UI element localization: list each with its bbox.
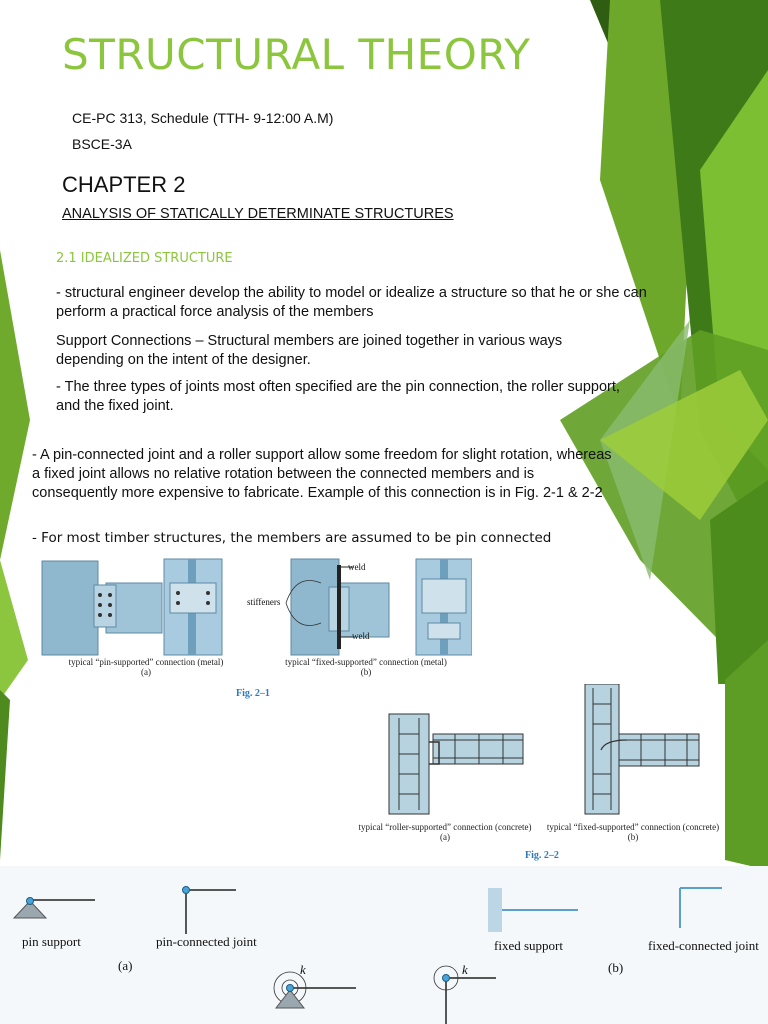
fig21-caption-a: typical “pin-supported” connection (metal)	[68, 657, 224, 667]
fig21-caption-a-letter: (a)	[141, 667, 151, 677]
course-info: CE-PC 313, Schedule (TTH- 9-12:00 A.M)	[72, 110, 334, 126]
chapter-subtitle: ANALYSIS OF STATICALLY DETERMINATE STRUCTURES	[62, 206, 454, 222]
fig22-caption-b: typical “fixed-supported” connection (concrete)	[546, 822, 720, 832]
class-section: BSCE-3A	[72, 136, 132, 152]
figure-letter-b: (b)	[608, 960, 624, 975]
paragraph-joint-types: - The three types of joints most often specified are the pin connection, the roller support, and the fixed joint.	[56, 379, 620, 414]
fixed-support-label: fixed support	[494, 938, 563, 953]
paragraph-idealize: - structural engineer develop the ability to model or idealize a structure so that he or she can perform a practical force analysis of the members	[56, 285, 647, 320]
pin-joint-label: pin-connected joint	[156, 934, 257, 949]
pin-support-label: pin support	[22, 934, 81, 949]
paragraph-support-connections: Support Connections – Structural members are joined together in various ways depending on the intent of the designer.	[56, 333, 563, 368]
figure-2-2-drawing	[355, 684, 725, 819]
paragraph-rotation: - A pin-connected joint and a roller support allow some freedom for slight rotation, whereas a fixed joint allows no relative rotation between the connected members and is consequently more expensive to fabricate. Example of this connection is in Fig. 2-1 & 2-2	[32, 447, 612, 501]
chapter-heading: CHAPTER 2	[62, 172, 186, 197]
section-heading: 2.1 IDEALIZED STRUCTURE	[56, 251, 233, 266]
weld-label-top: weld	[348, 562, 366, 572]
fig22-caption-b-letter: (b)	[627, 832, 639, 842]
fig22-label: Fig. 2–2	[525, 850, 559, 861]
fig21-caption-b: typical “fixed-supported” connection (metal)	[285, 657, 447, 667]
figure-2-1-drawing	[36, 553, 472, 663]
figure-letter-a: (a)	[118, 958, 133, 973]
paragraph-timber: - For most timber structures, the members are assumed to be pin connected	[32, 530, 552, 546]
fig21-caption-b-letter: (b)	[360, 667, 372, 677]
fig22-caption-a-letter: (a)	[440, 832, 450, 842]
figure-2-2	[355, 684, 725, 864]
spring-constant-k1: k	[300, 962, 306, 977]
fig21-label: Fig. 2–1	[236, 688, 270, 699]
fixed-joint-label: fixed-connected joint	[648, 938, 759, 953]
weld-label-bottom: weld	[352, 631, 370, 641]
slide-title: STRUCTURAL THEORY	[62, 30, 531, 79]
stiffeners-label: stiffeners	[247, 597, 281, 607]
idealized-supports-panel	[0, 866, 768, 1024]
fig22-caption-a: typical “roller-supported” connection (concrete)	[358, 822, 532, 832]
figure-2-1	[36, 553, 472, 683]
spring-constant-k2: k	[462, 962, 468, 977]
